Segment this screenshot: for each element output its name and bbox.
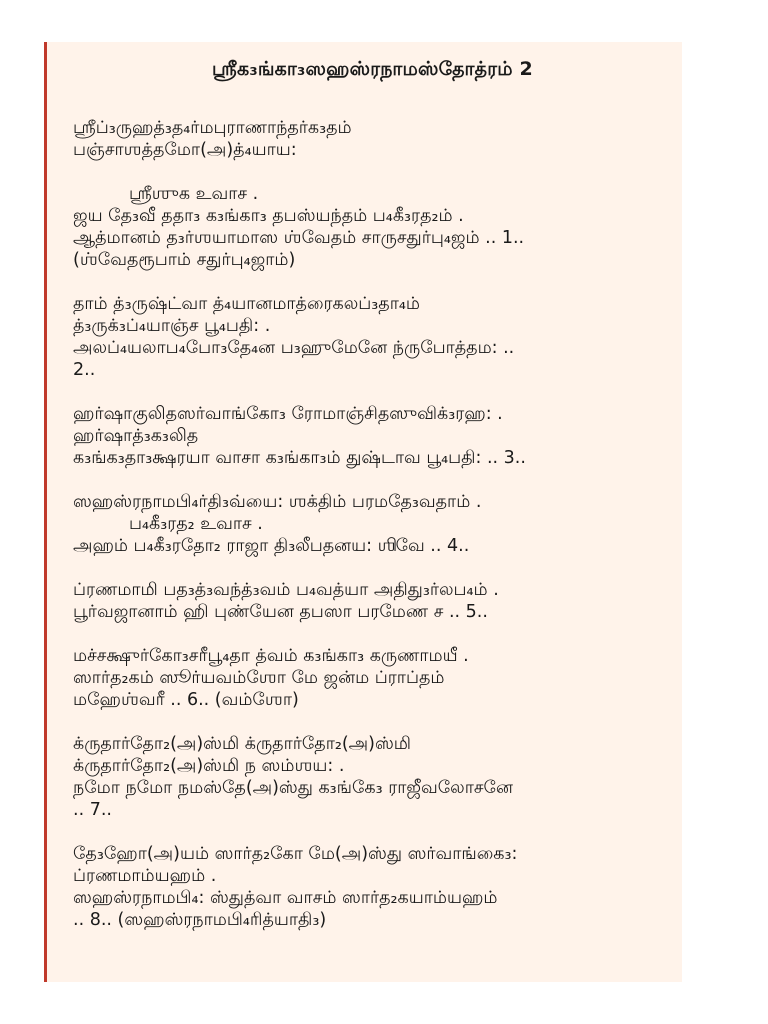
text-line: பஞ்சாஶத்தமோ(அ)த்₄யாய: [73, 140, 297, 160]
speaker-line: ஸ்ரீஶுக உவாச . [129, 184, 259, 204]
text-line: ஹர்ஷாத்₃க₃லித [73, 426, 199, 446]
text-line: நமோ நமோ நமஸ்தே(அ)ஸ்து க₃ங்கே₃ ராஜீவலோசனே [73, 778, 513, 798]
stanza-4 [73, 491, 672, 557]
text-line: ஸஹஸ்ரநாமபி₄ர்தி₃வ்யை: ஶக்திம் பரமதே₃வதாம் . [73, 492, 482, 512]
text-line: (ஶ்வேதரூபாம் சதுர்பு₄ஜாம்) [73, 250, 296, 270]
text-line: .. 7.. [73, 800, 112, 820]
text-line: த்₃ருக்₃ப்₄யாஞ்ச பூ₄பதி: . [73, 316, 271, 336]
stanza-6 [73, 645, 672, 711]
stanza-5 [73, 579, 672, 623]
text-line: க்ருதார்தோ₂(அ)ஸ்மி ந ஸம்ஶய: . [73, 756, 345, 776]
text-line: ஸார்த₂கம் ஸூர்யவம்ஶோ மே ஜன்ம ப்ராப்தம் [73, 668, 445, 688]
text-line: .. 8.. (ஸஹஸ்ரநாமபி₄ரித்யாதி₃) [73, 910, 327, 930]
text-line: தே₃ஹோ(அ)யம் ஸார்த₂கோ மே(அ)ஸ்து ஸர்வாங்கை₃: [73, 844, 518, 864]
text-line: பூர்வஜானாம் ஹி புண்யேன தபஸா பரமேண ச .. 5.. [73, 602, 488, 622]
stanza-1 [73, 183, 672, 271]
text-line: ஹர்ஷாகுலிதஸர்வாங்கோ₃ ரோமாஞ்சிதஸுவிக்₃ரஹ: . [73, 404, 503, 424]
text-line: அஹம் ப₄கீ₃ரதோ₂ ராஜா தி₃லீபதனய: ஶிவே .. 4.. [73, 536, 470, 556]
text-line: தாம் த்₃ருஷ்ட்வா த்₄யானமாத்ரைகலப்₃தா₄ம் [73, 294, 420, 314]
text-line: அலப்₄யலாப₄போ₃தே₄ன ப₃ஹுமேனே ந்ருபோத்தம: .. [73, 338, 515, 358]
stanza-3 [73, 403, 672, 469]
text-line: ஆத்மானம் த₃ர்ஶயாமாஸ ஶ்வேதம் சாருசதுர்பு₄ஜம் .. 1.. [73, 228, 525, 248]
stanza-8 [73, 843, 672, 931]
text-line: க்ருதார்தோ₂(அ)ஸ்மி க்ருதார்தோ₂(அ)ஸ்மி [73, 734, 411, 754]
stanza-7 [73, 733, 672, 821]
text-line: மஹேஶ்வரீ .. 6.. (வம்ஶோ) [73, 690, 299, 710]
speaker-line: ப₄கீ₃ரத₂ உவாச . [129, 514, 263, 534]
text-line: ஸஹஸ்ரநாமபி₄: ஸ்துத்வா வாசம் ஸார்த₂கயாம்யஹம் [73, 888, 498, 908]
text-line: 2.. [73, 360, 96, 380]
stanza-heading [73, 117, 672, 161]
text-line: க₃ங்க₃தா₃க்ஷரயா வாசா க₃ங்கா₃ம் துஷ்டாவ பூ₄பதி: .. 3.. [73, 448, 526, 468]
document-page [44, 42, 682, 982]
text-line: ப்ரணமாம்யஹம் . [73, 866, 217, 886]
stanza-2 [73, 293, 672, 381]
text-line: ஜய தே₃வீ ததா₃ க₃ங்கா₃ தபஸ்யந்தம் ப₄கீ₃ரத₂ம் . [73, 206, 464, 226]
text-line: ஸ்ரீப்₃ருஹத்₃த₄ர்மபுராணாந்தர்க₃தம் [73, 118, 352, 138]
text-line: ப்ரணமாமி பத₃த்₃வந்த்₃வம் ப₄வத்யா அதிது₃ர்லப₄ம் . [73, 580, 499, 600]
text-line: மச்சக்ஷுர்கோ₃சரீபூ₄தா த்வம் க₃ங்கா₃ கருணாமயீ . [73, 646, 469, 666]
document-title: ஸ்ரீக₃ங்கா₃ஸஹஸ்ரநாமஸ்தோத்ரம் 2 [212, 58, 533, 80]
